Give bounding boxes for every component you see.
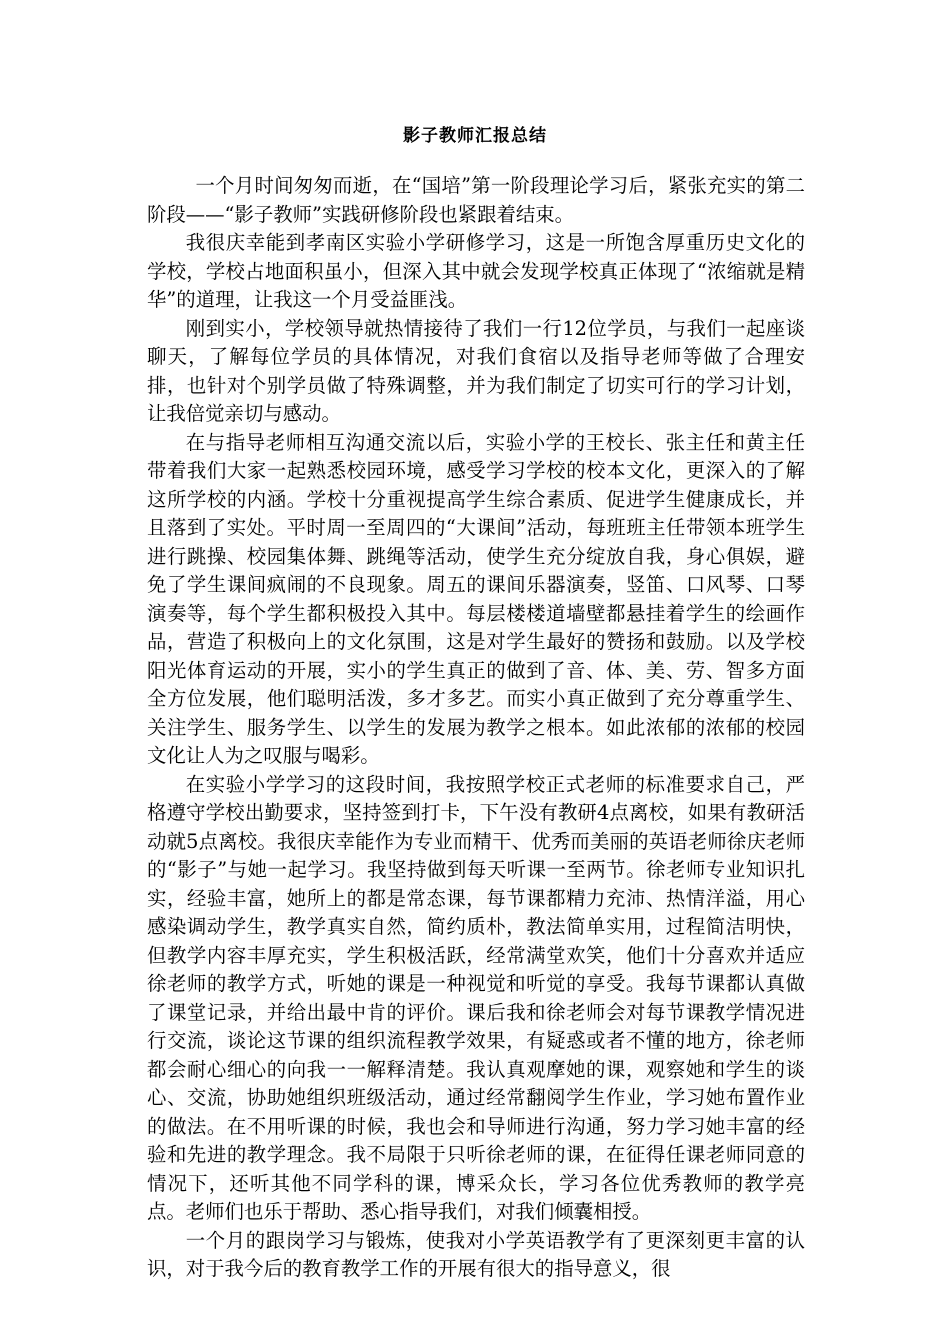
paragraph: 一个月时间匆匆而逝，在“国培”第一阶段理论学习后，紧张充实的第二阶段——“影子教师”实践研修阶段也紧跟着结束。 [147, 174, 805, 226]
paragraph: 一个月的跟岗学习与锻炼，使我对小学英语教学有了更深刻更丰富的认识，对于我今后的教育教学工作的开展有很大的指导意义，很 [147, 1228, 805, 1280]
document-title: 影子教师汇报总结 [403, 126, 547, 146]
paragraph: 在与指导老师相互沟通交流以后，实验小学的王校长、张主任和黄主任带着我们大家一起熟悉校园环境，感受学习学校的校本文化，更深入的了解这所学校的内涵。学校十分重视提高学生综合素质、促进学生健康成长，并且落到了实处。平时周一至周四的“大课间”活动，每班班主任带领本班学生进行跳操、校园集体舞、跳绳等活动，使学生充分绽放自我，身心俱娱，避免了学生课间疯闹的不良现象。周五的课间乐器演奏，竖笛、口风琴、口琴演奏等，每个学生都积极投入其中。每层楼楼道墙壁都悬挂着学生的绘画作品，营造了积极向上的文化氛围，这是对学生最好的赞扬和鼓励。以及学校阳光体育运动的开展，实小的学生真正的做到了音、体、美、劳、智多方面全方位发展，他们聪明活泼，多才多艺。而实小真正做到了充分尊重学生、关注学生、服务学生、以学生的发展为教学之根本。如此浓郁的浓郁的校园文化让人为之叹服与喝彩。 [147, 430, 805, 767]
paragraph: 在实验小学学习的这段时间，我按照学校正式老师的标准要求自己，严格遵守学校出勤要求，坚持签到打卡，下午没有教研4点离校，如果有教研活动就5点离校。我很庆幸能作为专业而精干、优秀而美丽的英语老师徐庆老师的“影子”与她一起学习。我坚持做到每天听课一至两节。徐老师专业知识扎实，经验丰富，她所上的都是常态课，每节课都精力充沛、热情洋溢，用心感染调动学生，教学真实自然，简约质朴，教法简单实用，过程简洁明快，但教学内容丰厚充实，学生积极活跃，经常满堂欢笑，他们十分喜欢并适应徐老师的教学方式，听她的课是一种视觉和听觉的享受。我每节课都认真做了课堂记录，并给出最中肯的评价。课后我和徐老师会对每节课教学情况进行交流，谈论这节课的组织流程教学效果，有疑惑或者不懂的地方，徐老师都会耐心细心的向我一一解释清楚。我认真观摩她的课，观察她和学生的谈心、交流，协助她组织班级活动，通过经常翻阅学生作业，学习她布置作业的做法。在不用听课的时候，我也会和导师进行沟通，努力学习她丰富的经验和先进的教学理念。我不局限于只听徐老师的课，在征得任课老师同意的情况下，还听其他不同学科的课，博采众长，学习各位优秀教师的教学亮点。老师们也乐于帮助、悉心指导我们，对我们倾囊相授。 [147, 772, 805, 1223]
paragraph: 我很庆幸能到孝南区实验小学研修学习，这是一所饱含厚重历史文化的学校，学校占地面积虽小，但深入其中就会发现学校真正体现了“浓缩就是精华”的道理，让我这一个月受益匪浅。 [147, 231, 805, 311]
paragraph: 刚到实小，学校领导就热情接待了我们一行12位学员，与我们一起座谈聊天，了解每位学员的具体情况，对我们食宿以及指导老师等做了合理安排，也针对个别学员做了特殊调整，并为我们制定了切实可行的学习计划，让我倍觉亲切与感动。 [147, 316, 805, 425]
document-body [147, 172, 805, 1284]
